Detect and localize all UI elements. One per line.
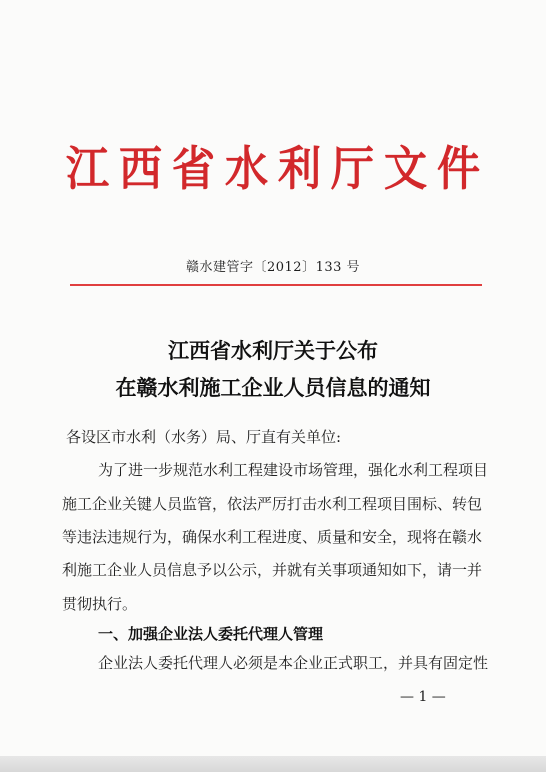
paragraph-line: 企业法人委托代理人必须是本企业正式职工，并具有固定性 — [98, 654, 489, 672]
header-char: 江 — [65, 141, 110, 197]
page-bottom-edge — [0, 756, 546, 772]
paragraph-line: 利施工企业人员信息予以公示，并就有关事项通知如下，请一并 — [62, 561, 483, 579]
header-char: 文 — [383, 141, 428, 197]
salutation: 各设区市水利（水务）局、厅直有关单位: — [66, 428, 342, 446]
header-char: 水 — [224, 141, 269, 197]
notice-title-line-1: 江西省水利厅关于公布 — [168, 338, 378, 363]
document-header-title — [64, 134, 482, 204]
paragraph-line: 为了进一步规范水利工程建设市场管理，强化水利工程项目 — [98, 461, 489, 479]
paragraph-line: 等违法违规行为，确保水利工程进度、质量和安全，现将在赣水 — [62, 528, 483, 546]
header-char: 西 — [118, 141, 163, 197]
paragraph-line: 施工企业关键人员监管，依法严厉打击水利工程项目围标、转包 — [62, 495, 483, 513]
notice-title-line-2: 在赣水利施工企业人员信息的通知 — [115, 375, 431, 400]
page-number: — 1 — — [400, 689, 446, 705]
header-char: 件 — [436, 141, 481, 197]
document-number: 赣水建管字〔2012〕133 号 — [185, 260, 361, 275]
header-char: 厅 — [330, 141, 375, 197]
paragraph-line: 贯彻执行。 — [62, 595, 138, 613]
header-divider — [70, 284, 482, 286]
section-heading: 一、加强企业法人委托代理人管理 — [98, 625, 324, 643]
header-char: 省 — [171, 141, 216, 197]
header-char: 利 — [277, 141, 322, 197]
